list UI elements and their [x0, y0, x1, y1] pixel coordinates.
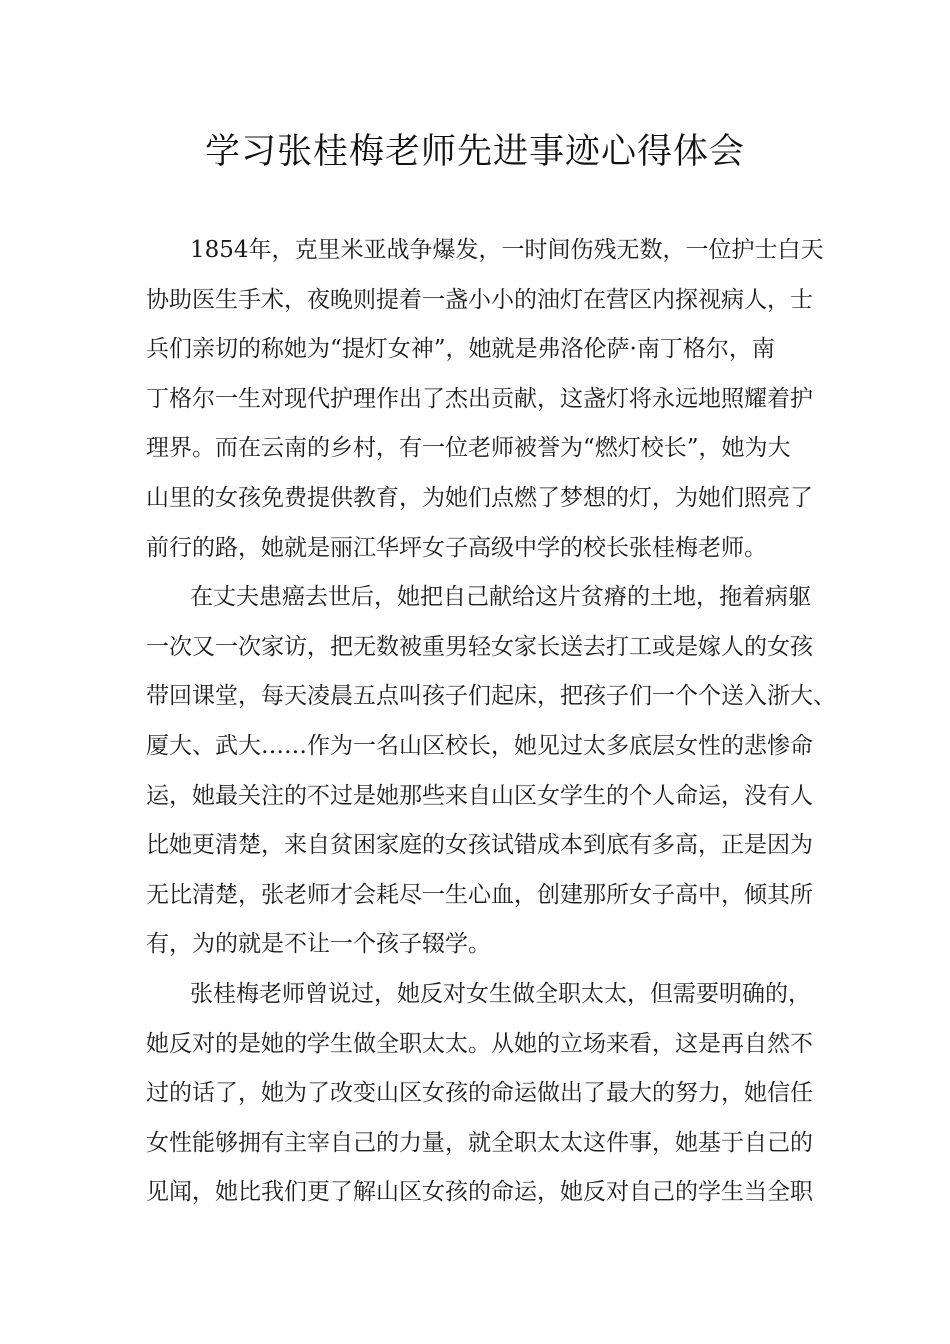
- paragraph-1-line: 山里的女孩免费提供教育，为她们点燃了梦想的灯，为她们照亮了: [146, 484, 813, 511]
- paragraph-1-line: 协助医生手术，夜晚则提着一盏小小的油灯在营区内探视病人，士: [146, 286, 813, 313]
- document-body: [146, 226, 836, 1218]
- paragraph-3-line: 过的话了，她为了改变山区女孩的命运做出了最大的努力，她信任: [146, 1080, 813, 1107]
- paragraph-1-line: 丁格尔一生对现代护理作出了杰出贡献，这盏灯将永远地照耀着护: [146, 385, 813, 412]
- paragraph-1-line: 1854年，克里米亚战争爆发，一时间伤残无数，一位护士白天: [190, 237, 824, 263]
- paragraph-2-line: 有，为的就是不让一个孩子辍学。: [146, 931, 491, 958]
- paragraph-3-line: 见闻，她比我们更了解山区女孩的命运，她反对自己的学生当全职: [146, 1179, 813, 1206]
- paragraph-2-line: 在丈夫患癌去世后，她把自己献给这片贫瘠的土地，拖着病躯: [190, 584, 811, 611]
- paragraph-1-line: 兵们亲切的称她为“提灯女神”，她就是弗洛伦萨·南丁格尔，南: [146, 336, 775, 363]
- paragraph-2-line: 无比清楚，张老师才会耗尽一生心血，创建那所女子高中，倾其所: [146, 881, 813, 908]
- paragraph-1-line: 理界。而在云南的乡村，有一位老师被誉为“燃灯校长”，她为大: [146, 435, 791, 462]
- paragraph-2-line: 运，她最关注的不过是她那些来自山区女学生的个人命运，没有人: [146, 782, 813, 809]
- paragraph-1-line: 前行的路，她就是丽江华坪女子高级中学的校长张桂梅老师。: [146, 534, 767, 561]
- document-title: 学习张桂梅老师先进事迹心得体会: [204, 132, 745, 172]
- paragraph-3-line: 女性能够拥有主宰自己的力量，就全职太太这件事，她基于自己的: [146, 1129, 813, 1156]
- paragraph-2-line: 比她更清楚，来自贫困家庭的女孩试错成本到底有多高，正是因为: [146, 832, 813, 859]
- paragraph-3-line: 她反对的是她的学生做全职太太。从她的立场来看，这是再自然不: [146, 1030, 813, 1057]
- paragraph-2-line: 带回课堂，每天凌晨五点叫孩子们起床，把孩子们一个个送入浙大、: [146, 683, 836, 710]
- paragraph-2-line: 厦大、武大……作为一名山区校长，她见过太多底层女性的悲惨命: [146, 732, 813, 759]
- paragraph-3-line: 张桂梅老师曾说过，她反对女生做全职太太，但需要明确的，: [190, 980, 811, 1007]
- paragraph-2-line: 一次又一次家访，把无数被重男轻女家长送去打工或是嫁人的女孩: [146, 633, 813, 660]
